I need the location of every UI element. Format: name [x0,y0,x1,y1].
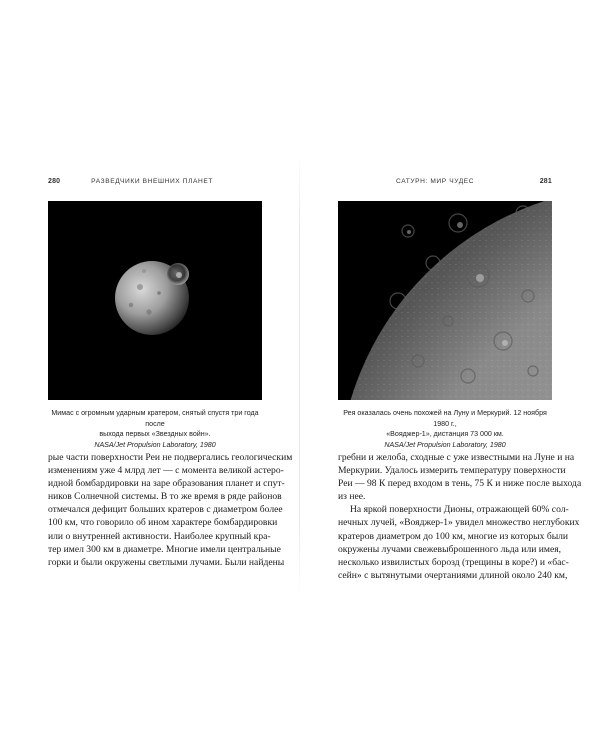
text-line: Реи — 98 К перед входом в тень, 75 К и ниже после выхода [338,478,582,490]
mimas-caption [48,408,262,450]
mimas-photo-credit: NASA/Jet Propulsion Laboratory, 1980 [94,440,216,449]
left-page-number: 280 [48,178,61,185]
left-running-header [48,178,298,190]
rhea-caption [338,408,552,450]
text-line: сейн» с вытянутыми очертаниями длиной около 240 км, [338,569,568,581]
text-line: гребни и желоба, сходные с уже известными на Луне и на [338,452,575,463]
text-line: изменениям уже 4 млрд лет — с момента великой астеро- [48,465,284,477]
text-line: тер имел 300 км в диаметре. Многие имели центральные [48,543,281,555]
text-line: нечных лучей, «Вояджер-1» увидел множество неглубоких [338,517,580,529]
text-line: или о внутренней активности. Наиболее крупный кра- [48,530,271,542]
right-page-number: 281 [539,178,552,185]
right-body-text [338,451,582,582]
text-line: рые части поверхности Реи не подвергались геологическим [48,452,293,463]
text-line: Меркурии. Удалось измерить температуру поверхности [338,465,566,477]
mimas-caption-line: выхода первых «Звездных войн». [99,430,211,439]
text-line: несколько извилистых борозд (трещины в коре?) и «бас- [338,556,569,568]
book-gutter [299,150,300,600]
left-body-text [48,451,293,569]
text-line: окружены лучами свежевыброшенного льда или имея, [338,543,562,555]
text-line: идной бомбардировки на заре образования планет и спут- [48,478,285,490]
right-running-header [338,178,552,190]
rhea-photo [338,201,552,400]
right-running-title: САТУРН: МИР ЧУДЕС [396,178,475,185]
text-line: ников Солнечной системы. В то же время в ряде районов [48,491,282,503]
text-line: На яркой поверхности Дионы, отражающей 60% сол- [350,504,569,516]
rhea-photo-credit: NASA/Jet Propulsion Laboratory, 1980 [384,440,506,449]
text-line: горки и были окружены светлыми лучами. Были найдены [48,556,285,568]
text-line: из нее. [338,491,366,503]
left-running-title: РАЗВЕДЧИКИ ВНЕШНИХ ПЛАНЕТ [91,178,213,185]
text-line: 100 км, что говорило об ином характере бомбардировки [48,517,278,529]
mimas-photo-graphic [48,201,262,400]
mimas-caption-line: Мимас с огромным ударным кратером, снятый спустя три года после [51,409,259,428]
text-line: кратеров диаметром до 100 км, многие из которых были [338,530,569,542]
rhea-photo-graphic [338,201,552,400]
text-line: отмечался дефицит больших кратеров с диаметром более [48,504,283,516]
rhea-caption-line: «Вояджер-1», дистанция 73 000 км. [386,430,504,439]
rhea-caption-line: Рея оказалась очень похожей на Луну и Меркурий. 12 ноября 1980 г., [343,409,547,428]
mimas-photo [48,201,262,400]
